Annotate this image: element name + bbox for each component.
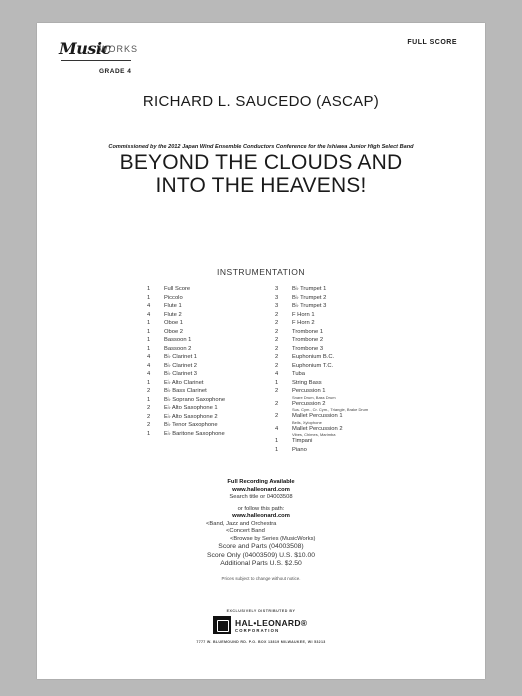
instrument-name: B♭ Bass Clarinet xyxy=(164,388,207,394)
instrument-name: Timpani xyxy=(292,438,313,444)
instrument-quantity: 1 xyxy=(147,396,151,403)
instrument-name: Oboe 1 xyxy=(164,320,184,326)
instrumentation-left-column xyxy=(147,285,225,438)
instrument-name: Trombone 3 xyxy=(292,345,324,352)
search-hint: Search title or 04003508 xyxy=(229,494,293,500)
logo-works-text: WORKS xyxy=(99,44,139,54)
instrument-row xyxy=(147,328,225,337)
instrument-name: B♭ Clarinet 2 xyxy=(164,362,198,369)
distributor-label: EXCLUSIVELY DISTRIBUTED BY xyxy=(226,609,296,613)
instrument-name: Flute 2 xyxy=(164,311,182,318)
instrument-row xyxy=(275,311,368,320)
instrument-name: B♭ Trumpet 1 xyxy=(292,286,327,292)
instrument-quantity: 2 xyxy=(275,362,279,369)
instrument-row xyxy=(275,302,368,311)
hal-leonard-corporation: CORPORATION xyxy=(235,628,280,633)
instrument-name: Bassoon 1 xyxy=(164,337,192,343)
instrument-name: B♭ Trumpet 3 xyxy=(292,303,327,309)
piece-title xyxy=(37,151,485,197)
score-cover-page xyxy=(37,23,485,679)
logo-underline xyxy=(61,60,131,61)
ordering-info xyxy=(37,479,485,582)
instrument-quantity: 2 xyxy=(147,413,151,420)
instrument-name: F Horn 2 xyxy=(292,320,315,326)
instrument-row xyxy=(147,421,225,430)
instrument-row xyxy=(147,396,225,405)
instrument-name: B♭ Trumpet 2 xyxy=(292,294,327,301)
instrument-row xyxy=(275,319,368,328)
instrument-name: Mallet Percussion 1 xyxy=(292,413,343,419)
instrumentation-right-column xyxy=(275,285,368,454)
instrument-name: Full Score xyxy=(164,286,191,292)
instrument-name: Euphonium B.C. xyxy=(292,354,335,360)
instrument-row xyxy=(275,345,368,354)
path-step-1: <Band, Jazz and Orchestra xyxy=(206,520,277,527)
instrument-row xyxy=(147,311,225,320)
instrument-quantity: 1 xyxy=(275,446,279,453)
score-type-label: FULL SCORE xyxy=(407,39,457,46)
instrument-row xyxy=(275,328,368,337)
instrument-name: String Bass xyxy=(292,379,322,386)
instrument-name: Mallet Percussion 2 xyxy=(292,425,343,432)
follow-path-text: or follow this path: xyxy=(237,505,285,512)
instrument-quantity: 2 xyxy=(147,405,151,411)
price-score-only: Score Only (04003509) U.S. $10.00 xyxy=(206,551,316,559)
instrument-quantity: 4 xyxy=(275,425,279,432)
instrument-name: B♭ Soprano Saxophone xyxy=(164,396,226,403)
instrument-quantity: 1 xyxy=(147,320,151,326)
instrument-row xyxy=(275,285,368,294)
instrument-quantity: 1 xyxy=(275,379,279,386)
musicworks-logo xyxy=(59,39,179,89)
instrument-quantity: 1 xyxy=(147,286,151,292)
website-link-2[interactable]: www.halleonard.com xyxy=(232,513,290,519)
instrument-quantity: 3 xyxy=(275,294,279,301)
hal-leonard-logo-icon xyxy=(213,616,231,634)
instrument-row xyxy=(275,446,368,455)
instrument-row xyxy=(147,404,225,413)
instrument-row xyxy=(147,379,225,388)
instrument-quantity: 2 xyxy=(275,388,279,394)
instrument-name: Bassoon 2 xyxy=(164,345,192,352)
instrument-detail: Bells, Xylophone xyxy=(292,419,322,425)
instrument-quantity: 2 xyxy=(275,337,279,343)
instrument-detail: Vibes, Chimes, Marimba xyxy=(292,432,336,437)
composer-name: RICHARD L. SAUCEDO (ASCAP) xyxy=(142,93,380,110)
logo-music-text: Music xyxy=(59,39,111,58)
instrument-quantity: 4 xyxy=(147,362,151,369)
instrument-row xyxy=(275,353,368,362)
instrument-quantity: 4 xyxy=(275,371,279,377)
instrument-name: B♭ Clarinet 3 xyxy=(164,371,198,377)
instrument-quantity: 4 xyxy=(147,311,151,318)
instrument-name: Tuba xyxy=(292,371,305,377)
instrument-name: E♭ Baritone Saxophone xyxy=(164,430,225,437)
instrument-name: Oboe 2 xyxy=(164,328,184,335)
instrument-row xyxy=(147,302,225,311)
instrument-row xyxy=(147,319,225,328)
instrument-name: B♭ Tenor Saxophone xyxy=(164,422,218,428)
instrument-quantity: 1 xyxy=(275,438,279,444)
instrumentation-heading: INSTRUMENTATION xyxy=(217,267,305,277)
instrument-row xyxy=(147,336,225,345)
instrument-row xyxy=(275,379,368,388)
instrument-row xyxy=(275,425,368,438)
price-disclaimer: Prices subject to change without notice. xyxy=(221,575,301,581)
instrument-row xyxy=(147,362,225,371)
instrument-row xyxy=(275,294,368,303)
instrument-detail: Sus. Cym., Cr. Cym., Triangle, Brake Drum xyxy=(292,407,369,412)
instrument-name: Trombone 2 xyxy=(292,337,324,343)
instrument-quantity: 2 xyxy=(275,320,279,326)
distributor-address: 7777 W. BLUEMOUND RD. P.O. BOX 13819 MILWAUKEE, WI 53213 xyxy=(196,640,326,644)
instrument-row xyxy=(275,387,368,400)
instrument-quantity: 1 xyxy=(147,345,151,352)
instrument-name: Percussion 1 xyxy=(292,388,326,394)
instrument-name: Euphonium T.C. xyxy=(292,362,334,369)
instrument-quantity: 4 xyxy=(147,354,151,360)
instrument-row xyxy=(275,336,368,345)
grade-label: GRADE 4 xyxy=(99,68,132,75)
instrument-quantity: 2 xyxy=(275,413,279,419)
instrument-detail: Snare Drum, Bass Drum xyxy=(292,394,336,400)
instrument-name: Piano xyxy=(292,446,307,453)
instrument-name: Flute 1 xyxy=(164,303,182,309)
instrument-row xyxy=(147,353,225,362)
instrument-row xyxy=(275,370,368,379)
instrument-name: B♭ Clarinet 1 xyxy=(164,354,198,360)
instrument-name: Piccolo xyxy=(164,294,183,301)
instrument-row xyxy=(275,362,368,371)
instrument-quantity: 2 xyxy=(275,400,279,407)
instrument-quantity: 1 xyxy=(147,328,151,335)
instrument-quantity: 1 xyxy=(147,337,151,343)
instrument-row xyxy=(147,285,225,294)
instrument-quantity: 3 xyxy=(275,286,279,292)
instrument-quantity: 2 xyxy=(275,328,279,335)
instrument-quantity: 3 xyxy=(275,303,279,309)
instrument-quantity: 4 xyxy=(147,303,151,309)
instrument-quantity: 1 xyxy=(147,430,151,437)
instrument-row xyxy=(147,387,225,396)
instrument-row xyxy=(147,294,225,303)
price-score-parts: Score and Parts (04003508) xyxy=(218,543,304,550)
instrument-row xyxy=(147,370,225,379)
instrument-row xyxy=(275,437,368,446)
instrument-name: E♭ Alto Saxophone 1 xyxy=(164,405,218,411)
instrument-row xyxy=(147,413,225,422)
instrument-row xyxy=(275,412,368,425)
instrument-row xyxy=(147,430,225,439)
instrument-name: F Horn 1 xyxy=(292,311,315,318)
instrument-quantity: 2 xyxy=(275,311,279,318)
browse-path xyxy=(186,521,336,544)
instrument-quantity: 2 xyxy=(147,422,151,428)
commission-note: Commissioned by the 2012 Japan Wind Ensemble Conductors Conference for the Ishiawa Junior High Select Band xyxy=(108,144,414,150)
website-link[interactable]: www.halleonard.com xyxy=(232,486,290,493)
instrument-quantity: 2 xyxy=(275,345,279,352)
title-line-1: BEYOND THE CLOUDS AND xyxy=(119,151,403,174)
instrument-name: Percussion 2 xyxy=(292,400,326,407)
instrument-name: Trombone 1 xyxy=(292,328,324,335)
path-step-3: <Browse by Series (MusicWorks) xyxy=(230,535,316,542)
instrument-quantity: 4 xyxy=(147,371,151,377)
price-additional-parts: Additional Parts U.S. $2.50 xyxy=(220,560,302,567)
hal-leonard-logo xyxy=(213,616,308,638)
instrument-name: E♭ Alto Saxophone 2 xyxy=(164,413,218,420)
title-line-2: INTO THE HEAVENS! xyxy=(155,174,367,197)
instrument-quantity: 1 xyxy=(147,379,151,386)
hal-leonard-name: HAL•LEONARD® xyxy=(235,618,308,628)
instrument-name: E♭ Alto Clarinet xyxy=(164,379,204,386)
path-step-2: <Concert Band xyxy=(226,528,265,534)
recording-title: Full Recording Available xyxy=(227,479,295,485)
instrument-quantity: 1 xyxy=(147,294,151,301)
instrument-row xyxy=(275,400,368,413)
instrument-quantity: 2 xyxy=(275,354,279,360)
instrument-quantity: 2 xyxy=(147,388,151,394)
instrument-row xyxy=(147,345,225,354)
